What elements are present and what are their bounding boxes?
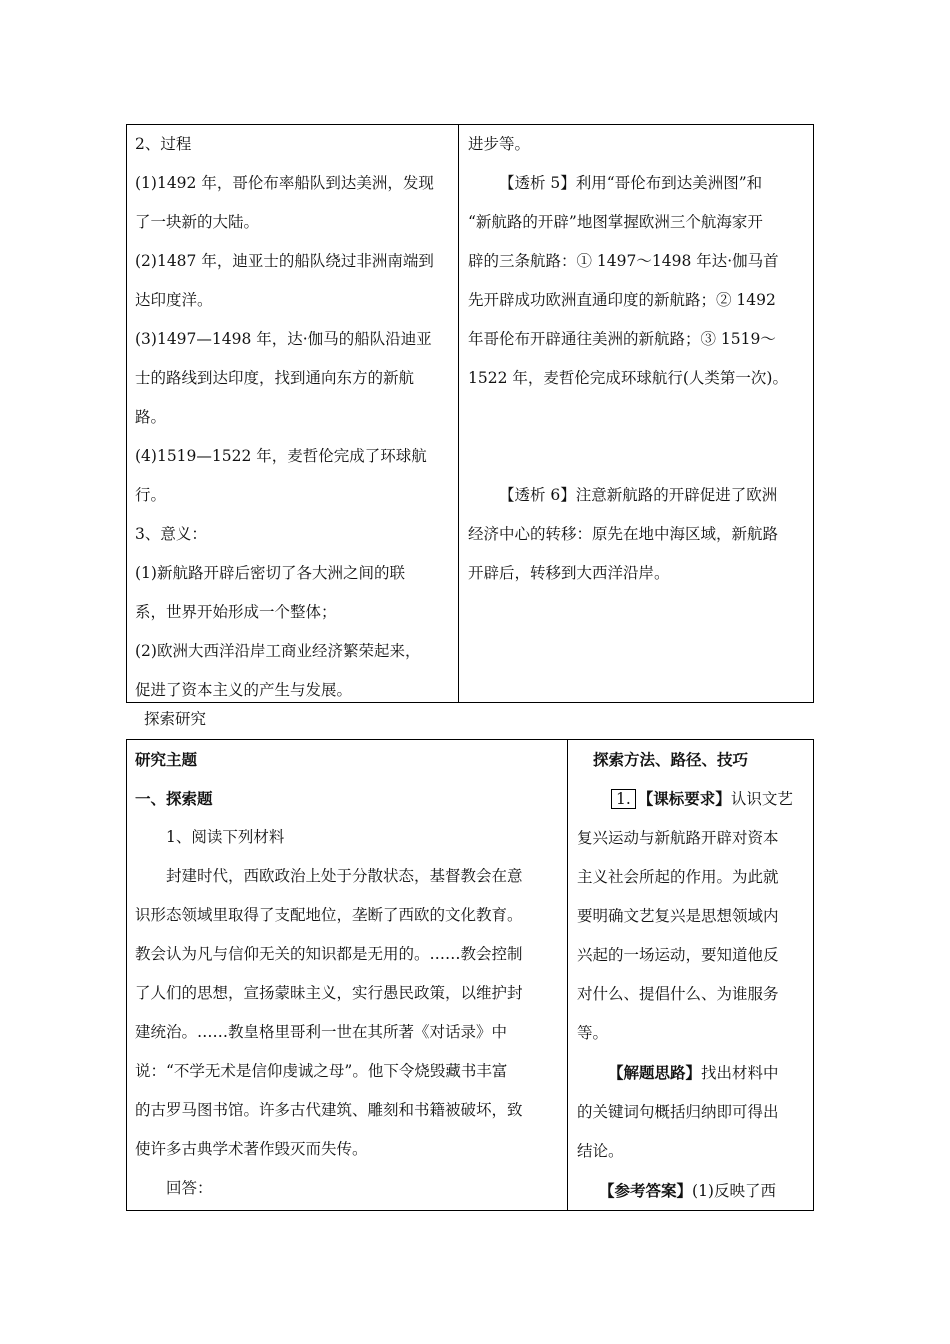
text-line: 【透析 5】利用“哥伦布到达美洲图”和: [499, 174, 763, 192]
text-line: 建统治。……教皇格里哥利一世在其所著《对话录》中: [135, 1023, 508, 1041]
text-line: (1)1492 年，哥伦布率船队到达美洲，发现: [135, 174, 434, 192]
text-line: 进步等。: [468, 135, 531, 153]
text-span: (1)反映了西: [692, 1182, 776, 1200]
text-line: 使许多古典学术著作毁灭而失传。: [135, 1140, 368, 1158]
text-line: 促进了资本主义的产生与发展。: [135, 681, 353, 699]
table1-right-cell: [468, 125, 810, 593]
text-line: 说：“不学无术是信仰虔诚之母”。他下令烧毁藏书丰富: [135, 1062, 508, 1080]
text-line: 士的路线到达印度，找到通向东方的新航: [135, 369, 415, 387]
section-caption: 探索研究: [144, 710, 207, 728]
text-line: 识形态领域里取得了支配地位，垄断了西欧的文化教育。: [135, 906, 523, 924]
text-line: 先开辟成功欧洲直通印度的新航路；② 1492: [468, 291, 776, 309]
table-process-significance: [126, 124, 814, 703]
text-line: 的古罗马图书馆。许多古代建筑、雕刻和书籍被破坏，致: [135, 1101, 523, 1119]
table2-right-cell: [577, 740, 811, 1211]
table-exploration: [126, 739, 814, 1211]
text-line: (2)欧洲大西洋沿岸工商业经济繁荣起来，: [135, 642, 421, 660]
research-topic-header: 研究主题: [135, 750, 198, 769]
text-line: 开辟后，转移到大西洋沿岸。: [468, 564, 670, 582]
table2-left-cell: [135, 740, 561, 1208]
text-line: 系，世界开始形成一个整体；: [135, 603, 337, 621]
text-line: [577, 1053, 811, 1093]
table2-divider: [567, 740, 568, 1210]
text-line: [577, 779, 811, 819]
text-line: 主义社会所起的作用。为此就: [577, 868, 779, 886]
text-line: 兴起的一场运动，要知道他反: [577, 946, 779, 964]
text-line: 了一块新的大陆。: [135, 213, 260, 231]
boxed-number: 1.: [611, 789, 636, 809]
text-line: 对什么、提倡什么、为谁服务: [577, 985, 779, 1003]
text-line: [577, 1171, 811, 1211]
text-line: 要明确文艺复兴是思想领域内: [577, 907, 779, 925]
text-line: 1522 年，麦哲伦完成环球航行(人类第一次)。: [468, 369, 788, 387]
text-line: 3、意义：: [135, 525, 207, 543]
label-reference-answer: 【参考答案】: [599, 1181, 693, 1200]
answer-label: 回答：: [166, 1179, 213, 1197]
text-line: (3)1497—1498 年，达·伽马的船队沿迪亚: [135, 330, 432, 348]
methods-header: 探索方法、路径、技巧: [593, 750, 749, 769]
text-line: 行。: [135, 486, 167, 504]
text-line: 达印度洋。: [135, 291, 213, 309]
text-line: 教会认为凡与信仰无关的知识都是无用的。……教会控制: [135, 945, 523, 963]
text-line: “新航路的开辟”地图掌握欧洲三个航海家开: [468, 213, 763, 231]
text-span: 认识文艺: [730, 790, 793, 808]
question-title: 1、阅读下列材料: [166, 828, 285, 846]
text-line: 【透析 6】注意新航路的开辟促进了欧洲: [499, 486, 778, 504]
table1-divider: [458, 125, 459, 702]
table1-left-cell: [135, 125, 453, 710]
text-line: 封建时代，西欧政治上处于分散状态，基督教会在意: [166, 867, 523, 885]
text-line: 2、过程: [135, 135, 192, 153]
text-line: 复兴运动与新航路开辟对资本: [577, 829, 779, 847]
text-line: 经济中心的转移：原先在地中海区域，新航路: [468, 525, 779, 543]
text-line: 辟的三条航路：① 1497～1498 年达·伽马首: [468, 252, 779, 270]
text-line: 的关键词句概括归纳即可得出: [577, 1103, 779, 1121]
text-line: (2)1487 年，迪亚士的船队绕过非洲南端到: [135, 252, 434, 270]
text-line: 年哥伦布开辟通往美洲的新航路；③ 1519～: [468, 330, 776, 348]
text-line: 了人们的思想，宣扬蒙昧主义，实行愚民政策，以维护封: [135, 984, 523, 1002]
section-title: 一、探索题: [135, 789, 213, 808]
text-line: 结论。: [577, 1142, 624, 1160]
label-solution-idea: 【解题思路】: [608, 1063, 702, 1082]
text-line: (4)1519—1522 年，麦哲伦完成了环球航: [135, 447, 427, 465]
text-line: 等。: [577, 1024, 609, 1042]
label-curriculum: 【课标要求】: [637, 789, 731, 808]
text-span: 找出材料中: [701, 1064, 779, 1082]
text-line: 路。: [135, 408, 167, 426]
text-line: (1)新航路开辟后密切了各大洲之间的联: [135, 564, 405, 582]
